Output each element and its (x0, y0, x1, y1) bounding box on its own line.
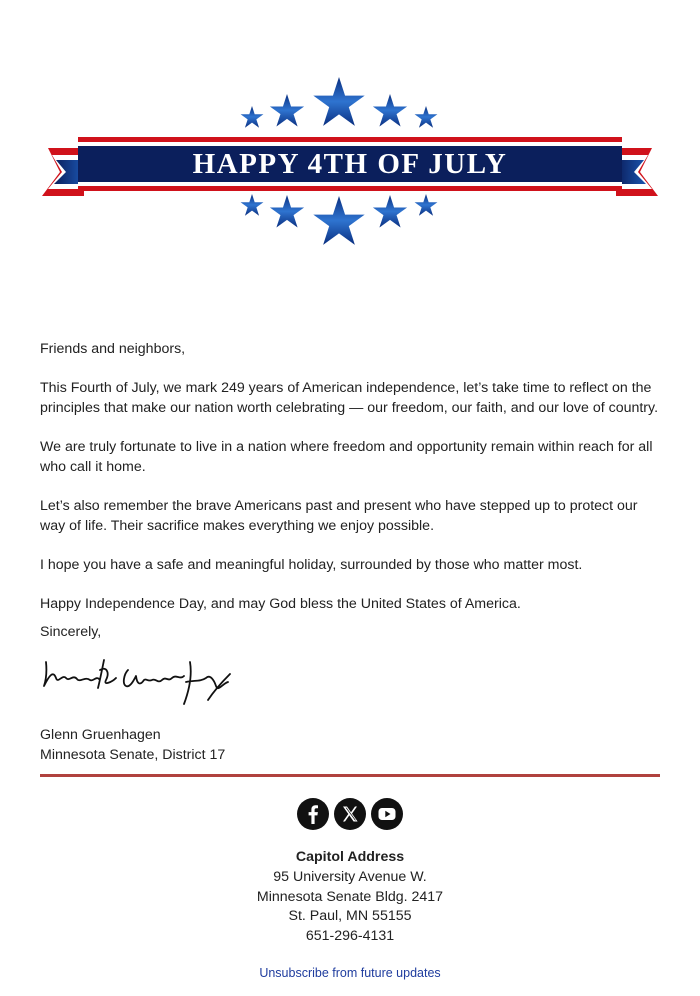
signer-title: Minnesota Senate, District 17 (40, 747, 226, 763)
address-line-building: Minnesota Senate Bldg. 2417 (256, 888, 444, 905)
paragraph-1: This Fourth of July, we mark 249 years of American independence, let’s take time to reflect on the principles that make our nation worth celebrating — our freedom, our faith, and our love of country. (40, 380, 659, 416)
paragraph-5: Happy Independence Day, and may God bless the United States of America. (40, 596, 521, 612)
facebook-icon[interactable] (297, 798, 329, 830)
paragraph-4: I hope you have a safe and meaningful holiday, surrounded by those who matter most. (40, 557, 583, 573)
address-line-phone: 651-296-4131 (305, 928, 395, 945)
stars-bottom (241, 194, 438, 245)
paragraph-2: We are truly fortunate to live in a nation where freedom and opportunity remain within reach for all who call it home. (40, 439, 653, 475)
x-icon[interactable] (334, 798, 366, 830)
closing: Sincerely, (40, 624, 102, 640)
banner-text: HAPPY 4TH OF JULY (192, 148, 508, 180)
signer-block (40, 725, 225, 765)
letter-body (40, 339, 666, 642)
youtube-icon[interactable] (371, 798, 403, 830)
unsubscribe-link[interactable]: Unsubscribe from future updates (259, 966, 441, 980)
signature-image (40, 652, 236, 714)
july-4th-banner (40, 72, 660, 254)
address-line-street: 95 University Avenue W. (273, 868, 427, 885)
social-links (0, 798, 700, 830)
footer-divider (40, 774, 660, 777)
address-line-city: St. Paul, MN 55155 (288, 908, 412, 925)
capitol-address (0, 848, 700, 947)
address-heading: Capitol Address (295, 849, 405, 865)
signer-name: Glenn Gruenhagen (40, 727, 161, 743)
ribbon-left-tail (42, 148, 84, 196)
greeting: Friends and neighbors, (40, 341, 186, 357)
paragraph-3: Let’s also remember the brave Americans past and present who have stepped up to protect our way of life. Their sacrifice makes everything we enjoy possible. (40, 498, 638, 534)
ribbon-right-tail (616, 148, 658, 196)
stars-top (241, 77, 438, 128)
